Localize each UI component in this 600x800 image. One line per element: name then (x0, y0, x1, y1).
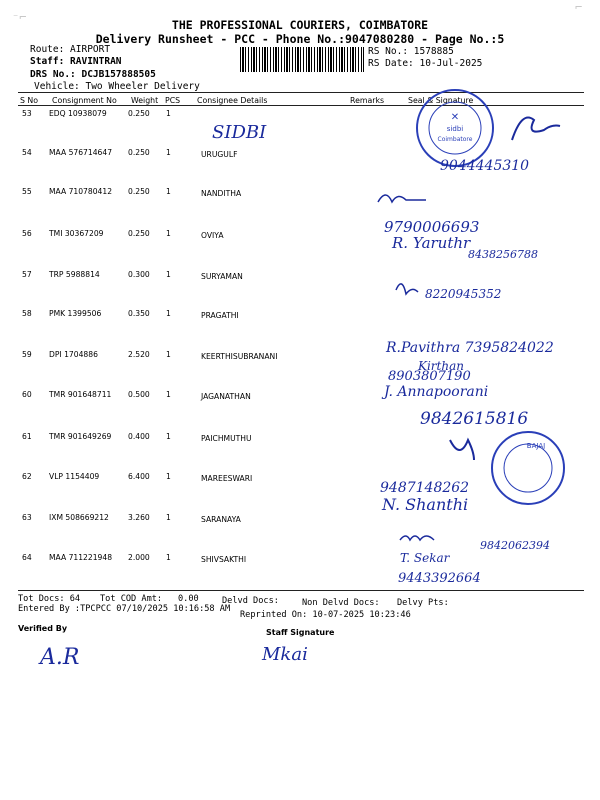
hw-staff-signature: Mkai (262, 644, 308, 665)
bajaj-stamp (492, 432, 564, 504)
delivery-points: Delvy Pts: (397, 598, 449, 608)
hw-r64-c: 9443392664 (398, 571, 481, 586)
vehicle-label: Vehicle: Two Wheeler Delivery (34, 81, 200, 92)
col-remarks: Remarks (350, 96, 385, 105)
row-pcs: 1 (166, 109, 171, 118)
stamp-bajaj-text: BAJAJ (526, 442, 546, 450)
row-weight: 0.250 (128, 187, 150, 196)
row-consignee: OVIYA (201, 231, 224, 240)
row-pcs: 1 (166, 390, 171, 399)
row-consignee: JAGANATHAN (201, 392, 251, 401)
row-consignee: PRAGATHI (201, 311, 239, 320)
hw-r56-phone: 9790006693 (384, 218, 480, 236)
row-weight: 0.300 (128, 270, 150, 279)
col-sno: S No (20, 96, 39, 105)
row-weight: 2.520 (128, 350, 150, 359)
row-weight: 0.250 (128, 229, 150, 238)
hw-r63-name: N. Shanthi (382, 495, 469, 514)
row-weight: 3.260 (128, 513, 150, 522)
svg-text:✕: ✕ (450, 112, 460, 123)
stamp-city-text: Coimbatore (437, 136, 473, 143)
hw-r60-b: 8903807190 (388, 369, 471, 384)
route-label: Route: AIRPORT (30, 44, 111, 55)
row-consignee: MAREESWARI (201, 474, 253, 483)
rs-date: RS Date: 10-Jul-2025 (368, 58, 483, 69)
reprinted-on: Reprinted On: 10-07-2025 10:23:46 (240, 610, 411, 620)
row-sno: 59 (22, 350, 32, 359)
col-pcs: PCS (165, 96, 181, 105)
col-weight: Weight (131, 96, 159, 105)
hw-r64-b: T. Sekar (400, 551, 450, 565)
entered-by: Entered By :TPCPCC 07/10/2025 10:16:58 AM (18, 604, 231, 614)
hw-r60-a: Kirthan (418, 359, 464, 373)
hw-r59-name: R.Pavithra 7395824022 (386, 340, 554, 356)
row-consignee: PAICHMUTHU (201, 434, 252, 443)
row-sno: 53 (22, 109, 32, 118)
total-cod-label: Tot COD Amt: (100, 594, 163, 604)
hw-r60-c: J. Annapoorani (384, 384, 489, 400)
row-consignee: KEERTHISUBRANANI (201, 352, 278, 361)
row-pcs: 1 (166, 270, 171, 279)
hw-r62-phone: 9487148262 (380, 480, 470, 496)
drs-label: DRS No.: DCJB157888505 (30, 69, 156, 80)
row-consignment: TMR 901648711 (49, 390, 112, 399)
row-consignment: IXM 508669212 (49, 513, 109, 522)
row-consignee: NANDITHA (201, 189, 242, 198)
row-pcs: 1 (166, 553, 171, 562)
row-consignment: PMK 1399506 (49, 309, 102, 318)
col-consignee: Consignee Details (197, 96, 268, 105)
row-sno: 62 (22, 472, 32, 481)
col-consignment: Consignment No (52, 96, 117, 105)
row-sno: 60 (22, 390, 32, 399)
row-consignee: SURYAMAN (201, 272, 243, 281)
verified-by-label: Verified By (18, 624, 68, 633)
hw-r54-phone: 9044445310 (440, 158, 530, 174)
runsheet-title: Delivery Runsheet - PCC - Phone No.:9047080280 - Page No.:5 (95, 32, 505, 46)
row-weight: 0.250 (128, 109, 150, 118)
total-cod-value: 0.00 (178, 594, 199, 604)
row-consignment: EDQ 10938079 (49, 109, 107, 118)
row-weight: 0.250 (128, 148, 150, 157)
row-pcs: 1 (166, 350, 171, 359)
row-consignment: DPI 1704886 (49, 350, 98, 359)
row-sno: 64 (22, 553, 32, 562)
non-delivered-docs: Non Delvd Docs: (302, 598, 380, 608)
row-sno: 54 (22, 148, 32, 157)
total-docs: Tot Docs: 64 (18, 594, 81, 604)
row-consignee: SHIVSAKTHI (201, 555, 247, 564)
row-consignee: URUGULF (201, 150, 238, 159)
delivered-docs: Delvd Docs: (222, 596, 279, 606)
row-weight: 0.500 (128, 390, 150, 399)
stamp-sidbi-text: sidbi (446, 125, 464, 133)
scan-mark: ⁻⌐ (12, 10, 27, 24)
row-sno: 63 (22, 513, 32, 522)
row-sno: 57 (22, 270, 32, 279)
hw-r61-phone: 9842615816 (420, 409, 529, 429)
row-sno: 61 (22, 432, 32, 441)
row-pcs: 1 (166, 148, 171, 157)
scan-mark: ⌐ (575, 0, 583, 14)
row-consignment: MAA 576714647 (49, 148, 113, 157)
row-pcs: 1 (166, 187, 171, 196)
row-consignment: MAA 710780412 (49, 187, 113, 196)
company-title: THE PROFESSIONAL COURIERS, COIMBATORE (171, 18, 429, 32)
row-sno: 56 (22, 229, 32, 238)
row-pcs: 1 (166, 229, 171, 238)
row-weight: 6.400 (128, 472, 150, 481)
rs-number: RS No.: 1578885 (368, 46, 454, 57)
row-consignment: TRP 5988814 (49, 270, 100, 279)
staff-label: Staff: RAVINTRAN (30, 56, 122, 67)
row-sno: 55 (22, 187, 32, 196)
row-consignment: VLP 1154409 (49, 472, 100, 481)
row-weight: 0.350 (128, 309, 150, 318)
hw-r56-phone2: 8438256788 (468, 248, 538, 261)
hw-r56-name: R. Yaruthr (392, 234, 471, 252)
staff-signature-label: Staff Signature (266, 628, 335, 637)
hw-verified-signature: A.R (40, 645, 80, 670)
sidbi-stamp (417, 90, 493, 166)
row-sno: 58 (22, 309, 32, 318)
hw-r53: SIDBI (212, 122, 267, 143)
row-pcs: 1 (166, 309, 171, 318)
row-weight: 0.400 (128, 432, 150, 441)
row-pcs: 1 (166, 432, 171, 441)
row-consignment: TMI 30367209 (49, 229, 104, 238)
col-seal: Seal & Signature (408, 96, 474, 105)
hw-r64-a: 9842062394 (480, 539, 550, 552)
hw-r57-phone: 8220945352 (425, 287, 502, 301)
row-pcs: 1 (166, 513, 171, 522)
row-consignment: MAA 711221948 (49, 553, 113, 562)
row-weight: 2.000 (128, 553, 150, 562)
row-consignee: SARANAYA (201, 515, 241, 524)
row-consignment: TMR 901649269 (49, 432, 112, 441)
row-pcs: 1 (166, 472, 171, 481)
